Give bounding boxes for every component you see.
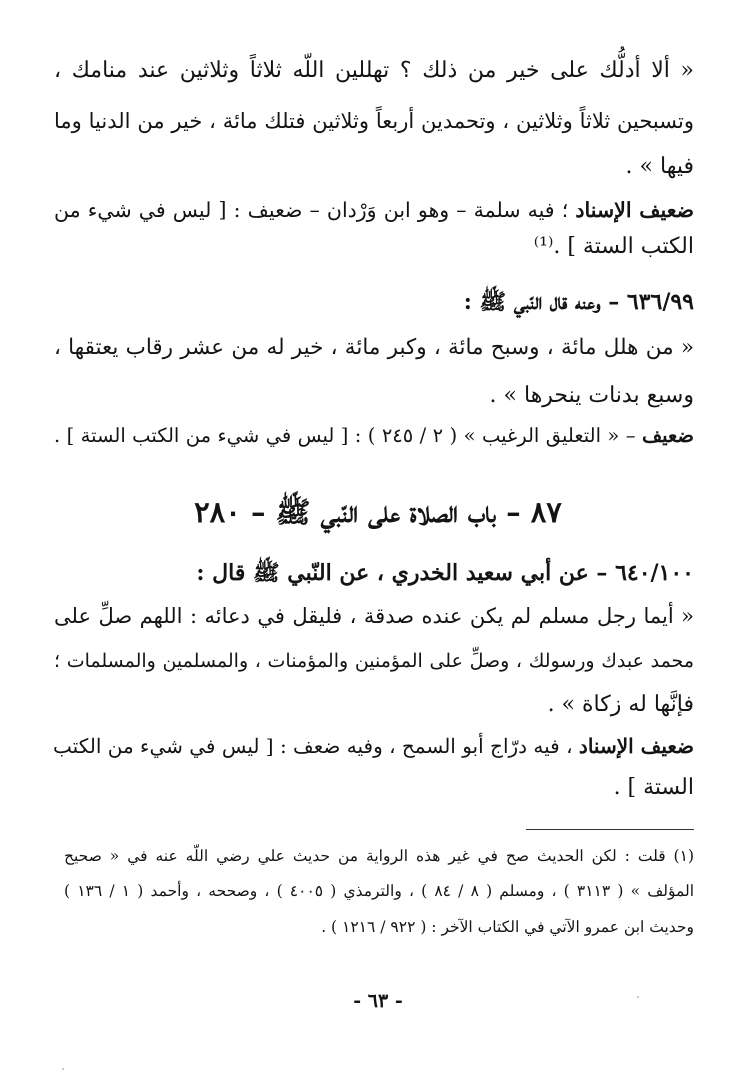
grading-line: ضعيف الإسناد ؛ فيه سلمة – وهو ابن وَرْدان – ضعيف : [ ليس في شيء من <box>54 198 694 222</box>
grading-line: ضعيف الإسناد ، فيه درّاج أبو السمح ، وفيه ضعف : [ ليس في شيء من الكتب <box>53 734 694 758</box>
grading-line: ضعيف – « التعليق الرغيب » ( ٢ / ٢٤٥ ) : [ ليس في شيء من الكتب الستة ] . <box>54 424 694 447</box>
hadith-text-line: فإنَّها له زكاة » . <box>547 692 694 717</box>
footnote-divider <box>526 829 694 830</box>
footnote-line: المؤلف » ( ٣١١٣ ) ، ومسلم ( ٨ / ٨٤ ) ، والترمذي ( ٤٠٠٥ ) ، وصححه ، وأحمد ( ١ / ١٣٦ ) <box>64 882 695 900</box>
grading-line: الستة ] . <box>613 775 694 800</box>
paper-speck <box>637 996 639 998</box>
hadith-text-line: « أيما رجل مسلم لم يكن عنده صدقة ، فليقل في دعائه : اللهم صلِّ على <box>54 604 694 628</box>
hadith-text-line: فيها » . <box>625 154 694 179</box>
grading-label: ضعيف <box>641 424 694 447</box>
footnote-line: وحديث ابن عمرو الآتي في الكتاب الآخر : ( ٩٢٢ / ١٢١٦ ) . <box>321 918 694 936</box>
grading-line: الكتب الستة ] .⁽¹⁾ <box>533 234 694 259</box>
hadith-number-heading: ٦٣٦/٩٩ – وعنه قال النّبي ﷺ : <box>463 289 694 315</box>
footnote-line: (١) قلت : لكن الحديث صح في غير هذه الرواية من حديث علي رضي اللّه عنه في « صحيح <box>64 847 694 865</box>
page-number: - ٦٣ - <box>353 990 403 1012</box>
paper-speck <box>62 1068 64 1070</box>
chapter-heading: ٨٧ – باب الصلاة على النّبي ﷺ – ٢٨٠ <box>194 495 562 529</box>
grading-label: ضعيف الإسناد <box>575 198 694 222</box>
hadith-text-line: وسبع بدنات ينحرها » . <box>489 383 694 408</box>
hadith-text-line: « ألا أدلُّك على خير من ذلك ؟ تهللين اللّه ثلاثاً وثلاثين عند منامك ، <box>54 58 694 83</box>
hadith-text-line: « من هلل مائة ، وسبح مائة ، وكبر مائة ، خير له من عشر رقاب يعتقها ، <box>54 335 694 360</box>
hadith-text-line: وتسبحين ثلاثاً وثلاثين ، وتحمدين أربعاً وثلاثين فتلك مائة ، خير من الدنيا وما <box>54 109 694 133</box>
grading-label: ضعيف الإسناد <box>578 734 694 758</box>
hadith-number-heading: ٦٤٠/١٠٠ – عن أبي سعيد الخدري ، عن النّبي ﷺ قال : <box>196 560 694 586</box>
hadith-text-line: محمد عبدك ورسولك ، وصلِّ على المؤمنين والمؤمنات ، والمسلمين والمسلمات ؛ <box>54 650 694 672</box>
